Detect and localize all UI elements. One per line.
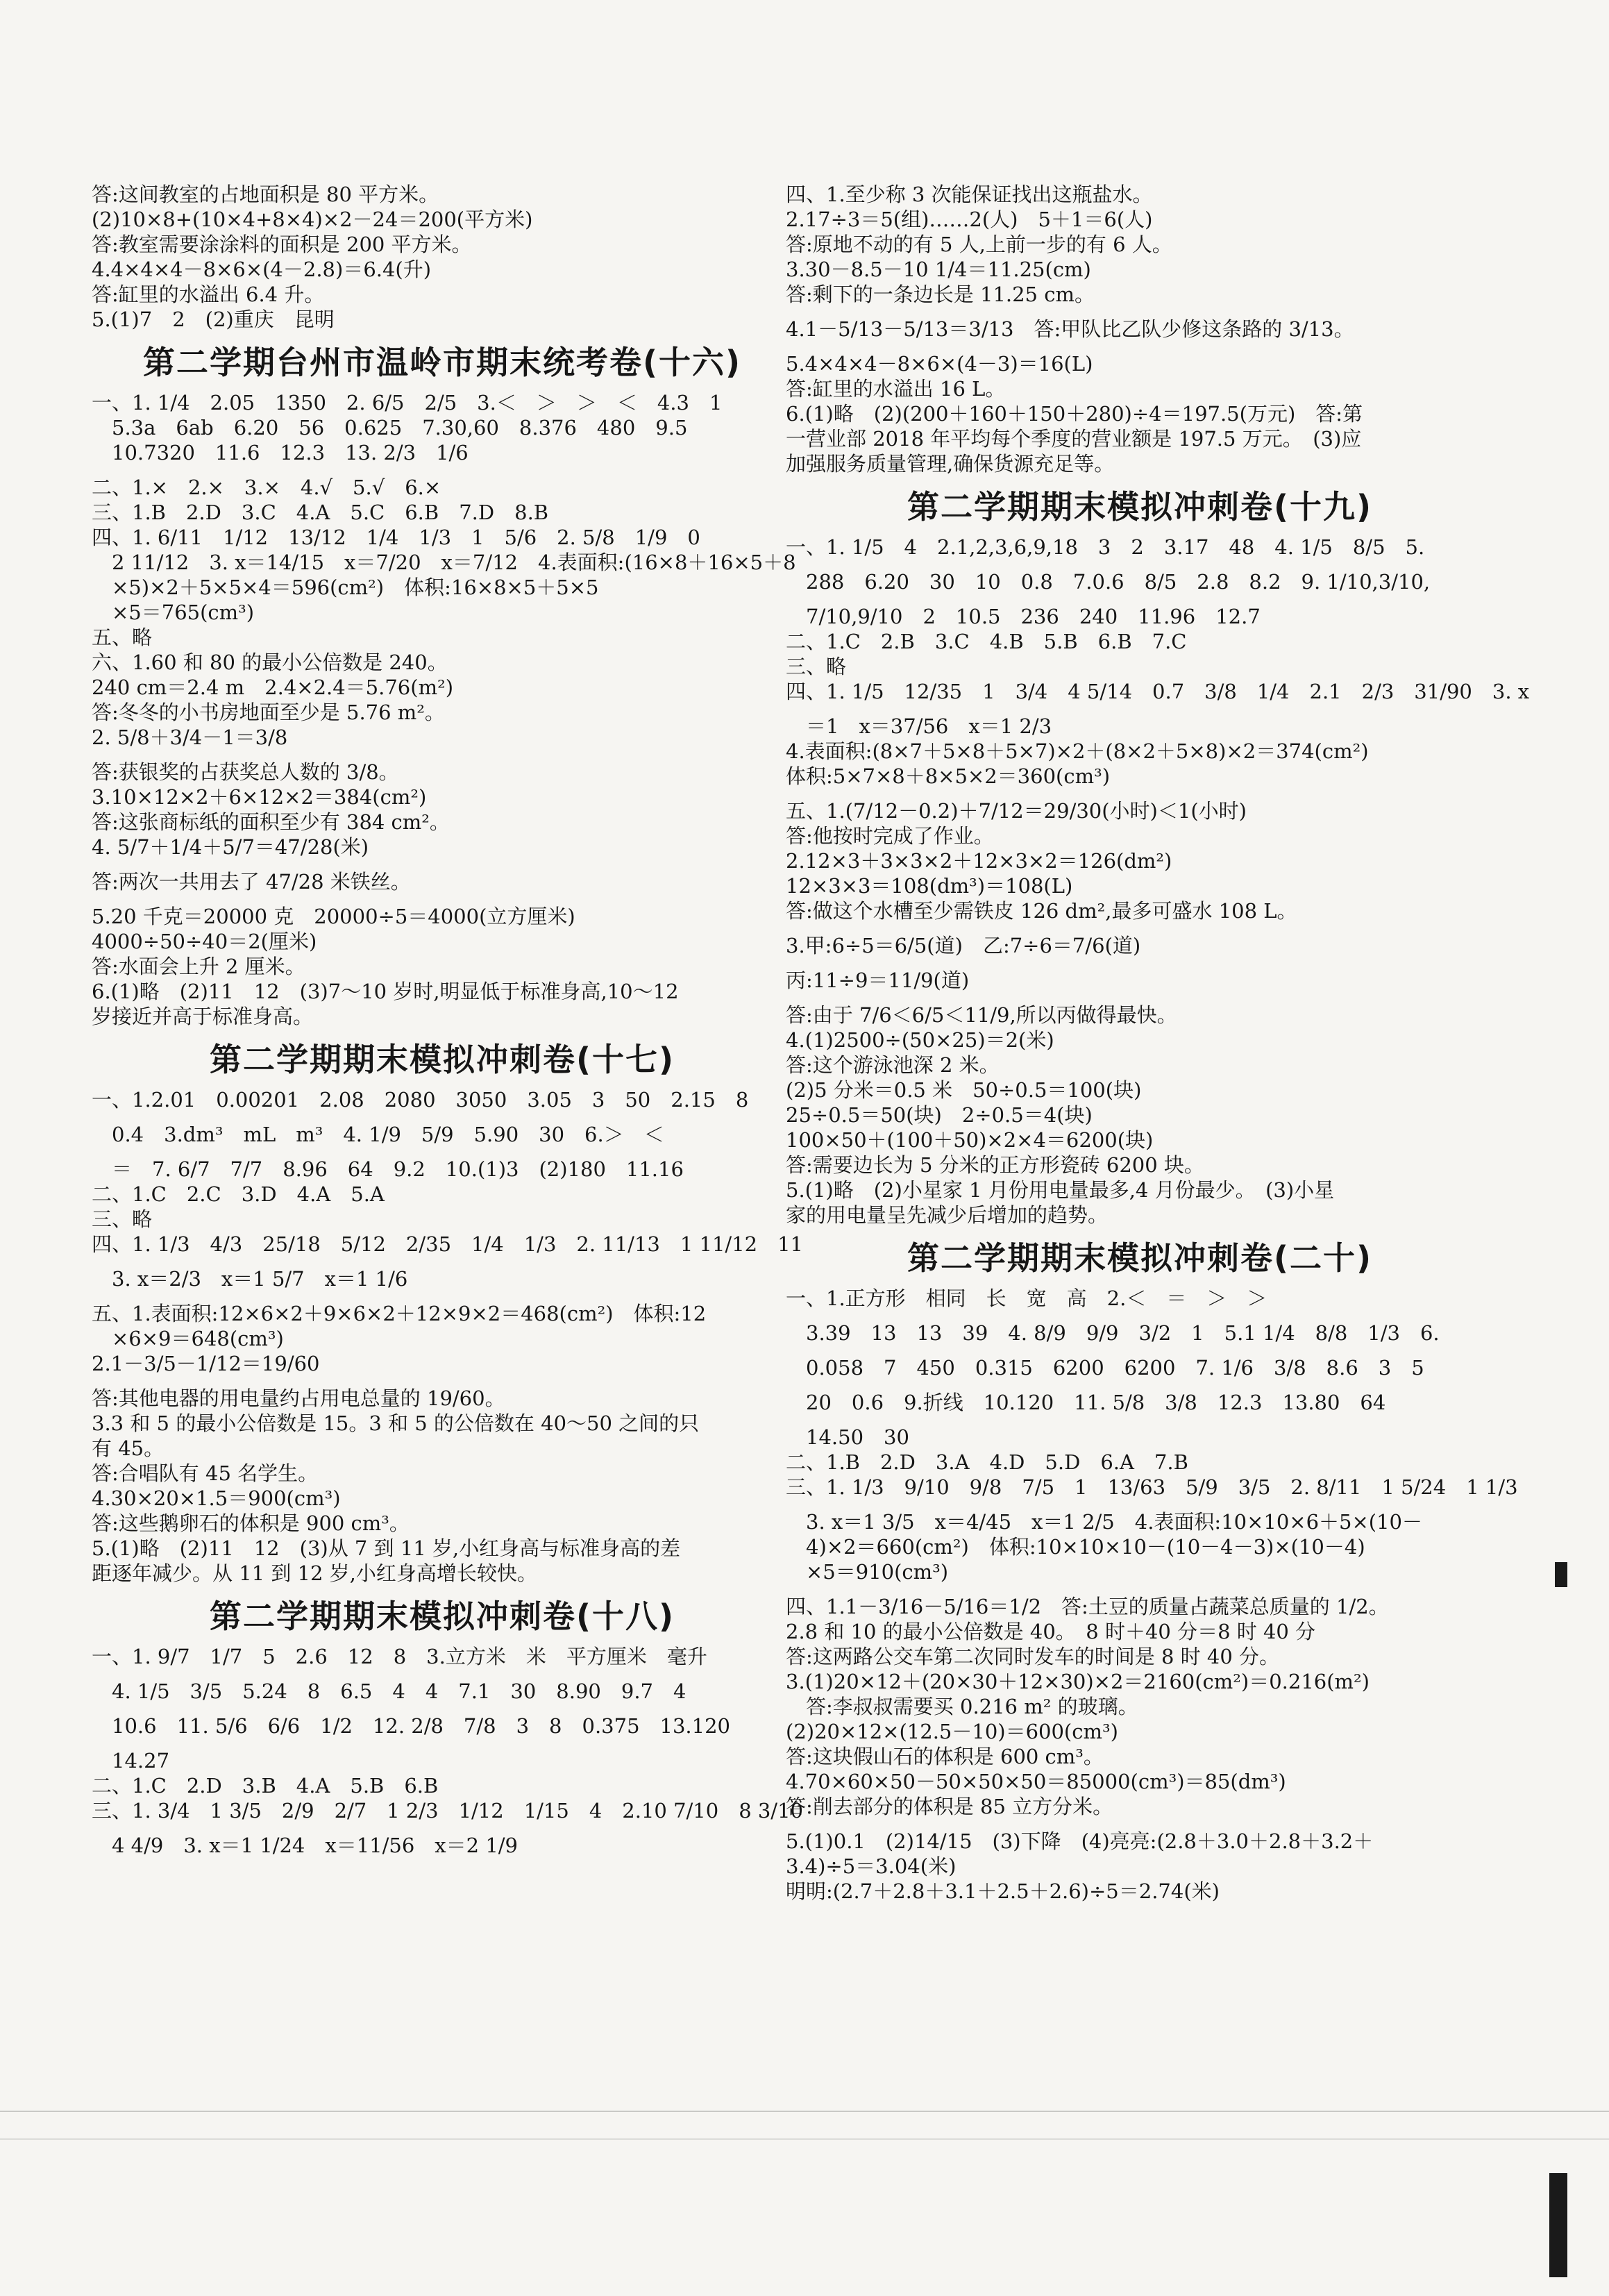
right-answer-line: 3.39 13 13 39 4. 8/9 9/9 3/2 1 5.1 1/4 8/8 1/3 6. (786, 1321, 1440, 1345)
left-answer-line: 一、1.2.01 0.00201 2.08 2080 3050 3.05 3 50 2.15 8 (92, 1088, 749, 1112)
left-answer-line: 6.(1)略 (2)11 12 (3)7～10 岁时,明显低于标准身高,10～12 (92, 980, 679, 1003)
right-section-title: 第二学期期末模拟冲刺卷(十九) (907, 488, 1373, 526)
right-answer-line: 四、1.1－3/16－5/16＝1/2 答:土豆的质量占蔬菜总质量的 1/2。 (786, 1595, 1389, 1618)
right-answer-line: 2.8 和 10 的最小公倍数是 40。 8 时＋40 分＝8 时 40 分 (786, 1620, 1316, 1643)
right-answer-line: 答:需要边长为 5 分米的正方形瓷砖 6200 块。 (786, 1153, 1204, 1177)
right-answer-line: ×5＝910(cm³) (786, 1560, 949, 1584)
left-answer-line: 三、1.B 2.D 3.C 4.A 5.C 6.B 7.D 8.B (92, 501, 549, 524)
right-answer-line: 答:这两路公交车第二次同时发车的时间是 8 时 40 分。 (786, 1645, 1279, 1668)
right-answer-line: 2.17÷3＝5(组)……2(人) 5＋1＝6(人) (786, 208, 1153, 231)
left-answer-line: 二、1.C 2.D 3.B 4.A 5.B 6.B (92, 1774, 439, 1798)
left-answer-line: ×5)×2＋5×5×4＝596(cm²) 体积:16×8×5＋5×5 (92, 576, 599, 599)
right-answer-line: 5.4×4×4－8×6×(4－3)＝16(L) (786, 352, 1093, 376)
left-section-title: 第二学期台州市温岭市期末统考卷(十六) (142, 344, 742, 381)
left-answer-line: 答:水面会上升 2 厘米。 (92, 955, 305, 978)
left-answer-line: 3.3 和 5 的最小公倍数是 15。3 和 5 的公倍数在 40～50 之间的只 (92, 1411, 700, 1435)
right-answer-line: 三、略 (786, 655, 847, 678)
left-answer-line: 4. 1/5 3/5 5.24 8 6.5 4 4 7.1 30 8.90 9.7 4 (92, 1679, 686, 1703)
right-answer-line: 3.4)÷5＝3.04(米) (786, 1854, 957, 1878)
scan-edge-mark (1555, 1562, 1567, 1587)
right-answer-line: 0.058 7 450 0.315 6200 6200 7. 1/6 3/8 8.6 3 5 (786, 1356, 1424, 1380)
left-answer-line: 五、1.表面积:12×6×2＋9×6×2＋12×9×2＝468(cm²) 体积:12 (92, 1302, 707, 1325)
left-answer-line: 240 cm＝2.4 m 2.4×2.4＝5.76(m²) (92, 676, 454, 699)
left-answer-line: 0.4 3.dm³ mL m³ 4. 1/9 5/9 5.90 30 6.＞ ＜ (92, 1123, 664, 1146)
right-answer-line: 答:削去部分的体积是 85 立方分米。 (786, 1795, 1113, 1818)
right-answer-line: 答:剩下的一条边长是 11.25 cm。 (786, 283, 1095, 306)
right-answer-line: 3.(1)20×12＋(20×30＋12×30)×2＝2160(cm²)＝0.216(m²) (786, 1670, 1370, 1693)
left-answer-line: 4. 5/7＋1/4＋5/7＝47/28(米) (92, 835, 369, 859)
right-answer-line: 答:他按时完成了作业。 (786, 824, 994, 848)
right-answer-line: 一营业部 2018 年平均每个季度的营业额是 197.5 万元。 (3)应 (786, 427, 1362, 451)
right-answer-line: 答:这块假山石的体积是 600 cm³。 (786, 1745, 1104, 1768)
left-answer-line: 答:这张商标纸的面积至少有 384 cm²。 (92, 810, 450, 834)
right-section-title: 第二学期期末模拟冲刺卷(二十) (907, 1239, 1373, 1277)
left-answer-line: 5.(1)略 (2)11 12 (3)从 7 到 11 岁,小红身高与标准身高的差 (92, 1536, 681, 1560)
left-answer-line: 答:教室需要涂涂料的面积是 200 平方米。 (92, 233, 472, 256)
bottom-divider-secondary (0, 2138, 1609, 2140)
left-answer-line: 三、1. 3/4 1 3/5 2/9 2/7 1 2/3 1/12 1/15 4 2.10 7/10 8 3/10 (92, 1799, 803, 1822)
left-answer-line: ×6×9＝648(cm³) (92, 1327, 284, 1350)
left-answer-line: 一、1. 1/4 2.05 1350 2. 6/5 2/5 3.＜ ＞ ＞ ＜ 4.3 1 (92, 391, 723, 414)
scan-edge-shadow (1549, 2173, 1567, 2277)
right-answer-line: 加强服务质量管理,确保货源充足等。 (786, 452, 1115, 476)
right-answer-line: 三、1. 1/3 9/10 9/8 7/5 1 13/63 5/9 3/5 2. 8/11 1 5/24 1 1/3 (786, 1475, 1518, 1499)
left-answer-line: ＝ 7. 6/7 7/7 8.96 64 9.2 10.(1)3 (2)180 11.16 (92, 1157, 684, 1181)
left-answer-line: 二、1.C 2.C 3.D 4.A 5.A (92, 1182, 385, 1206)
left-answer-line: 一、1. 9/7 1/7 5 2.6 12 8 3.立方米 米 平方厘米 毫升 (92, 1645, 707, 1668)
right-answer-line: 体积:5×7×8＋8×5×2＝360(cm³) (786, 764, 1111, 788)
right-answer-line: 答:做这个水槽至少需铁皮 126 dm²,最多可盛水 108 L。 (786, 899, 1297, 923)
left-answer-line: 答:获银奖的占获奖总人数的 3/8。 (92, 760, 399, 784)
left-answer-line: 5.20 千克＝20000 克 20000÷5＝4000(立方厘米) (92, 905, 575, 928)
left-answer-line: 10.6 11. 5/6 6/6 1/2 12. 2/8 7/8 3 8 0.375 13.120 (92, 1714, 731, 1738)
left-answer-line: 3.10×12×2＋6×12×2＝384(cm²) (92, 785, 427, 809)
left-answer-line: 四、1. 1/3 4/3 25/18 5/12 2/35 1/4 1/3 2. 11/13 1 11/12 11 (92, 1232, 803, 1256)
right-answer-line: 2.12×3＋3×3×2＋12×3×2＝126(dm²) (786, 849, 1172, 873)
left-answer-line: 六、1.60 和 80 的最小公倍数是 240。 (92, 651, 448, 674)
right-answer-line: 7/10,9/10 2 10.5 236 240 11.96 12.7 (786, 605, 1261, 628)
right-answer-line: 一、1.正方形 相同 长 宽 高 2.＜ ＝ ＞ ＞ (786, 1287, 1267, 1310)
right-answer-column (786, 182, 1530, 1904)
right-answer-line: 5.(1)0.1 (2)14/15 (3)下降 (4)亮亮:(2.8＋3.0＋2.8＋3.2＋ (786, 1829, 1374, 1853)
right-answer-line: 4)×2＝660(cm²) 体积:10×10×10－(10－4－3)×(10－4) (786, 1535, 1365, 1559)
right-answer-line: (2)5 分米＝0.5 米 50÷0.5＝100(块) (786, 1078, 1142, 1102)
left-answer-line: 五、略 (92, 626, 153, 649)
left-answer-line: 14.27 (92, 1749, 170, 1773)
right-answer-line: 12×3×3＝108(dm³)＝108(L) (786, 874, 1073, 898)
left-section-title: 第二学期期末模拟冲刺卷(十八) (209, 1598, 675, 1635)
right-answer-line: 家的用电量呈先减少后增加的趋势。 (786, 1203, 1109, 1227)
right-answer-line: 4.表面积:(8×7＋5×8＋5×7)×2＋(8×2＋5×8)×2＝374(cm²) (786, 739, 1369, 763)
right-answer-line: 二、1.C 2.B 3.C 4.B 5.B 6.B 7.C (786, 630, 1187, 653)
left-answer-line: 二、1.× 2.× 3.× 4.√ 5.√ 6.× (92, 476, 441, 499)
left-answer-line: 5.3a 6ab 6.20 56 0.625 7.30,60 8.376 480 9.5 (92, 416, 688, 439)
left-answer-line: 答:这间教室的占地面积是 80 平方米。 (92, 183, 439, 206)
right-answer-line: 答:原地不动的有 5 人,上前一步的有 6 人。 (786, 233, 1172, 256)
left-answer-line: 10.7320 11.6 12.3 13. 2/3 1/6 (92, 441, 469, 464)
left-answer-line: 2. 5/8＋3/4－1＝3/8 (92, 726, 288, 749)
left-answer-line: 答:缸里的水溢出 6.4 升。 (92, 283, 325, 306)
right-answer-line: 丙:11÷9＝11/9(道) (786, 969, 970, 992)
left-answer-line: (2)10×8+(10×4+8×4)×2－24＝200(平方米) (92, 208, 533, 231)
left-answer-line: 4000÷50÷40＝2(厘米) (92, 930, 317, 953)
right-answer-line: 25÷0.5＝50(块) 2÷0.5＝4(块) (786, 1103, 1093, 1127)
right-answer-line: 20 0.6 9.折线 10.120 11. 5/8 3/8 12.3 13.80 64 (786, 1391, 1386, 1414)
right-answer-line: ＝1 x＝37/56 x＝1 2/3 (786, 714, 1052, 738)
left-answer-line: 答:这些鹅卵石的体积是 900 cm³。 (92, 1511, 410, 1535)
left-answer-line: 2 11/12 3. x＝14/15 x＝7/20 x＝7/12 4.表面积:(16×8＋16×5＋8 (92, 551, 796, 574)
right-answer-line: 14.50 30 (786, 1425, 909, 1449)
right-answer-line: 100×50＋(100＋50)×2×4＝6200(块) (786, 1128, 1154, 1152)
right-answer-line: 3.30－8.5－10 1/4＝11.25(cm) (786, 258, 1091, 281)
right-answer-line: 五、1.(7/12－0.2)＋7/12＝29/30(小时)＜1(小时) (786, 799, 1247, 823)
right-answer-line: 四、1. 1/5 12/35 1 3/4 4 5/14 0.7 3/8 1/4 2.1 2/3 31/90 3. x (786, 680, 1530, 703)
left-answer-line: 岁接近并高于标准身高。 (92, 1005, 314, 1028)
left-answer-line: 4.4×4×4－8×6×(4－2.8)＝6.4(升) (92, 258, 432, 281)
right-answer-line: 3.甲:6÷5＝6/5(道) 乙:7÷6＝7/6(道) (786, 934, 1141, 957)
left-answer-line: 3. x＝2/3 x＝1 5/7 x＝1 1/6 (92, 1267, 408, 1291)
right-answer-line: 二、1.B 2.D 3.A 4.D 5.D 6.A 7.B (786, 1450, 1188, 1474)
right-answer-line: 4.(1)2500÷(50×25)＝2(米) (786, 1028, 1054, 1052)
left-answer-column (92, 182, 803, 1858)
right-answer-line: 答:这个游泳池深 2 米。 (786, 1053, 1000, 1077)
right-answer-line: 4.1－5/13－5/13＝3/13 答:甲队比乙队少修这条路的 3/13。 (786, 317, 1354, 341)
right-answer-line: 四、1.至少称 3 次能保证找出这瓶盐水。 (786, 183, 1153, 206)
right-answer-line: 答:由于 7/6＜6/5＜11/9,所以丙做得最快。 (786, 1003, 1177, 1027)
right-answer-line: 4.70×60×50－50×50×50＝85000(cm³)＝85(dm³) (786, 1770, 1286, 1793)
left-answer-line: 答:合唱队有 45 名学生。 (92, 1461, 319, 1485)
left-answer-line: 5.(1)7 2 (2)重庆 昆明 (92, 308, 335, 331)
right-answer-line: 3. x＝1 3/5 x＝4/45 x＝1 2/5 4.表面积:10×10×6＋5×(10－ (786, 1510, 1423, 1534)
left-section-title: 第二学期期末模拟冲刺卷(十七) (209, 1041, 675, 1078)
bottom-divider (0, 2111, 1609, 2112)
right-answer-line: 5.(1)略 (2)小星家 1 月份用电量最多,4 月份最少。 (3)小星 (786, 1178, 1335, 1202)
right-answer-line: (2)20×12×(12.5－10)＝600(cm³) (786, 1720, 1118, 1743)
left-answer-line: 4.30×20×1.5＝900(cm³) (92, 1486, 341, 1510)
left-answer-line: ×5＝765(cm³) (92, 601, 255, 624)
left-answer-line: 距逐年减少。从 11 到 12 岁,小红身高增长较快。 (92, 1561, 537, 1585)
left-answer-line: 2.1－3/5－1/12＝19/60 (92, 1352, 320, 1375)
left-answer-line: 答:其他电器的用电量约占用电总量的 19/60。 (92, 1386, 505, 1410)
right-answer-line: 6.(1)略 (2)(200＋160＋150＋280)÷4＝197.5(万元) 答:第 (786, 402, 1363, 426)
right-answer-line: 答:李叔叔需要买 0.216 m² 的玻璃。 (786, 1695, 1138, 1718)
right-answer-line: 答:缸里的水溢出 16 L。 (786, 377, 1006, 401)
left-answer-line: 4 4/9 3. x＝1 1/24 x＝11/56 x＝2 1/9 (92, 1834, 518, 1857)
right-answer-line: 一、1. 1/5 4 2.1,2,3,6,9,18 3 2 3.17 48 4. 1/5 8/5 5. (786, 535, 1425, 559)
right-answer-line: 288 6.20 30 10 0.8 7.0.6 8/5 2.8 8.2 9. 1/10,3/10, (786, 570, 1431, 594)
left-answer-line: 三、略 (92, 1207, 153, 1231)
left-answer-line: 答:冬冬的小书房地面至少是 5.76 m²。 (92, 701, 445, 724)
left-answer-line: 答:两次一共用去了 47/28 米铁丝。 (92, 870, 411, 894)
right-answer-line: 明明:(2.7＋2.8＋3.1＋2.5＋2.6)÷5＝2.74(米) (786, 1879, 1220, 1903)
left-answer-line: 四、1. 6/11 1/12 13/12 1/4 1/3 1 5/6 2. 5/8 1/9 0 (92, 526, 700, 549)
left-answer-line: 有 45。 (92, 1436, 165, 1460)
